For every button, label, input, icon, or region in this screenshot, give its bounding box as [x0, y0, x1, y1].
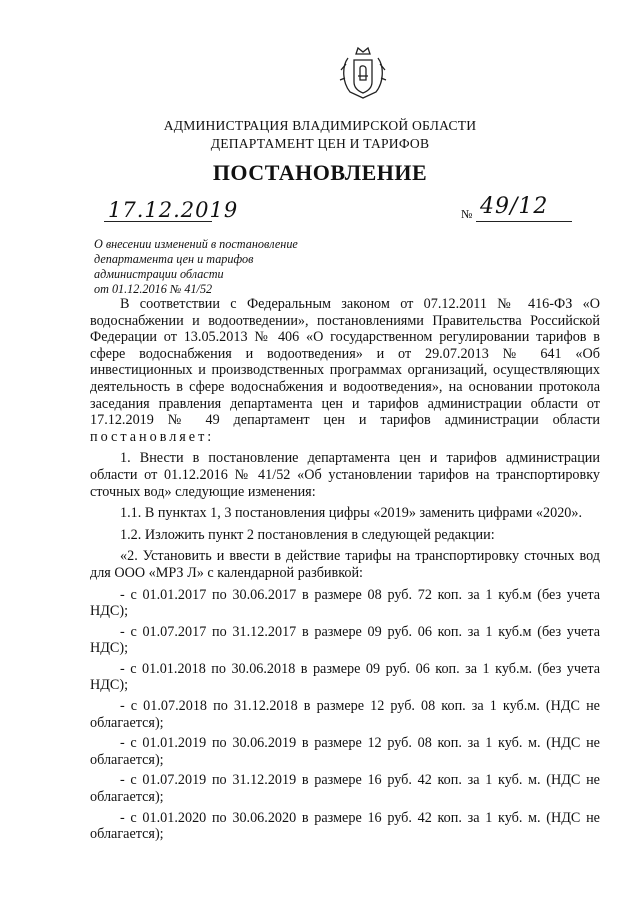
- number-label: №: [461, 207, 473, 221]
- subject-line: О внесении изменений в постановление: [94, 237, 298, 251]
- document-body: [90, 296, 600, 847]
- department-name: ДЕПАРТАМЕНТ ЦЕН И ТАРИФОВ: [210, 136, 430, 151]
- date-underline: [104, 221, 212, 222]
- point-paragraph: «2. Установить и ввести в действие тарифы на транспортировку сточных вод для ООО «МРЗ Л» с календарной разбивкой:: [90, 548, 600, 581]
- document-subject: [94, 237, 354, 297]
- preamble-text: В соответствии с Федеральным законом от 07.12.2011 № 416-ФЗ «О водоснабжении и водоотведении», постановлениями Правительства Российской Федерации от 13.05.2013 № 406 «О государственном регулировании тарифов в сфере водоснабжения и водоотведения» и от 29.07.2013 № 641 «Об инвестиционных и производственных программах организаций, осуществляющих деятельность в сфере водоснабжения и водоотведения», на основании протокола заседания правления департамента цен и тарифов администрации области от 17.12.2019 № 49 департамент цен и тарифов администрации области: [90, 296, 600, 429]
- preamble-paragraph: [90, 296, 600, 445]
- point-paragraph: 1.2. Изложить пункт 2 постановления в следующей редакции:: [120, 526, 495, 543]
- tariff-item: - с 01.01.2019 по 30.06.2019 в размере 12 руб. 08 коп. за 1 куб. м. (НДС не облагается);: [90, 735, 600, 768]
- document-number: 49/12: [480, 194, 549, 219]
- point-paragraph: 1. Внести в постановление департамента цен и тарифов администрации области от 01.12.2016 № 41/52 «Об установлении тарифов на транспортировку сточных вод» следующие изменения:: [90, 450, 600, 500]
- tariff-item: - с 01.01.2017 по 30.06.2017 в размере 08 руб. 72 коп. за 1 куб.м (без учета НДС);: [90, 586, 600, 620]
- tariff-item: - с 01.01.2020 по 30.06.2020 в размере 16 руб. 42 коп. за 1 куб. м. (НДС не облагается);: [90, 809, 600, 843]
- tariff-item: - с 01.01.2018 по 30.06.2018 в размере 09 руб. 06 коп. за 1 куб.м. (без учета НДС);: [90, 660, 600, 694]
- organization-name: АДМИНИСТРАЦИЯ ВЛАДИМИРСКОЙ ОБЛАСТИ: [163, 118, 477, 133]
- tariff-item: - с 01.07.2018 по 31.12.2018 в размере 12 руб. 08 коп. за 1 куб.м. (НДС не облагается);: [90, 698, 600, 731]
- subject-line: администрации области: [94, 267, 224, 281]
- preamble-action: постановляет:: [90, 428, 215, 445]
- tariff-item: - с 01.07.2017 по 31.12.2017 в размере 09 руб. 06 коп. за 1 куб.м (без учета НДС);: [90, 623, 600, 657]
- number-underline: [476, 221, 572, 222]
- point-paragraph: 1.1. В пунктах 1, 3 постановления цифры «2019» заменить цифрами «2020».: [120, 505, 583, 522]
- subject-line: от 01.12.2016 № 41/52: [94, 282, 213, 296]
- document-title: ПОСТАНОВЛЕНИЕ: [212, 160, 428, 185]
- document-date: 17.12.2019: [108, 198, 239, 222]
- subject-line: департамента цен и тарифов: [94, 252, 254, 266]
- coat-of-arms-emblem: [338, 42, 388, 102]
- tariff-item: - с 01.07.2019 по 31.12.2019 в размере 16 руб. 42 коп. за 1 куб. м. (НДС не облагается);: [90, 772, 600, 806]
